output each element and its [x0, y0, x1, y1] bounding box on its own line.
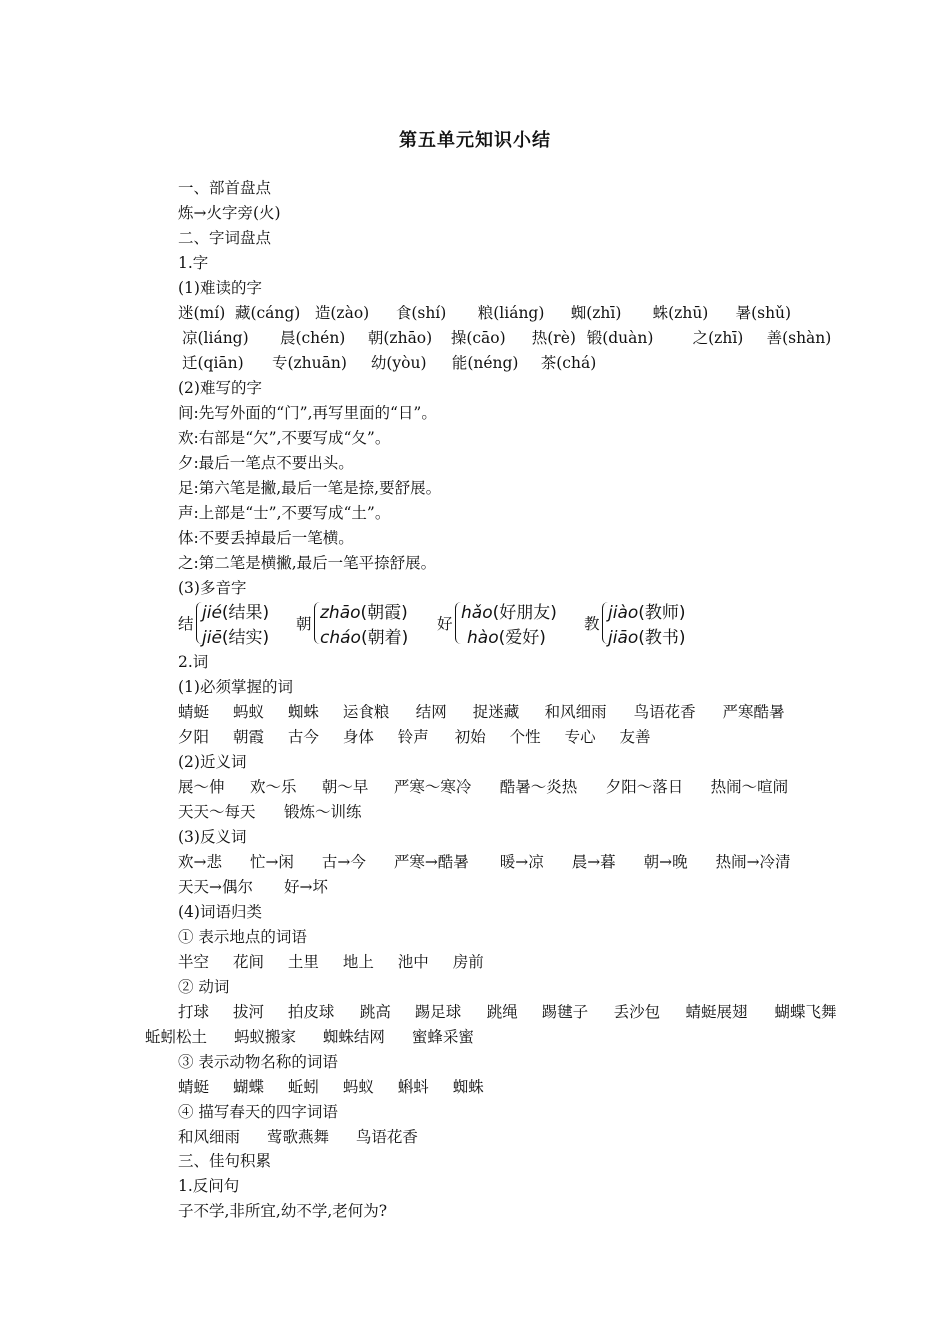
- word: 丢沙包: [613, 1003, 661, 1021]
- hard-write-line: 夕:最后一笔点不要出头。: [178, 454, 354, 472]
- animal-words-row: [178, 1077, 484, 1097]
- char-pinyin: 迷(mí): [178, 304, 226, 322]
- word-pair: 酷暑～炎热: [499, 778, 578, 796]
- char-pinyin: 锻(duàn): [586, 329, 654, 347]
- word: 蚯蚓: [287, 1078, 319, 1096]
- word: 初始: [454, 728, 486, 746]
- char-pinyin: 暑(shǔ): [735, 304, 792, 322]
- word: 蚂蚁: [342, 1078, 374, 1096]
- word: 身体: [342, 728, 374, 746]
- word-pair: 展～伸: [178, 778, 225, 796]
- word: 捉迷藏: [472, 703, 520, 721]
- antonyms-row: [178, 877, 328, 897]
- word: 拍皮球: [287, 1003, 335, 1021]
- word-pair: 朝～早: [321, 778, 369, 796]
- word: 友善: [619, 728, 651, 746]
- char-pinyin: 粮(liáng): [477, 304, 545, 322]
- characters-heading: 1.字: [178, 254, 209, 272]
- page-title: 第五单元知识小结: [399, 130, 551, 151]
- char-pinyin: 能(néng): [451, 354, 519, 372]
- word: 蜘蛛: [287, 703, 319, 721]
- section-1-heading: 一、部首盘点: [178, 179, 272, 197]
- words-heading: 2.词: [178, 653, 209, 671]
- reading-1: hǎo(好朋友): [461, 603, 557, 623]
- char-pinyin: 朝(zhāo): [367, 329, 433, 347]
- word-pair: 暖→凉: [499, 853, 544, 871]
- char-pinyin: 专(zhuān): [271, 354, 347, 372]
- word: 和风细雨: [178, 1128, 241, 1146]
- word: 蜻蜓: [178, 703, 210, 721]
- word-pair: 欢→悲: [178, 853, 222, 871]
- hard-write-line: 体:不要丢掉最后一笔横。: [178, 529, 354, 547]
- word: 莺歌燕舞: [266, 1128, 329, 1146]
- char-pinyin: 幼(yòu): [370, 354, 427, 372]
- word: 专心: [564, 728, 596, 746]
- reading-2: cháo(朝着): [320, 628, 409, 648]
- char-pinyin: 之(zhī): [692, 329, 744, 347]
- word: 蚯蚓松土: [145, 1028, 208, 1046]
- word: 跳高: [359, 1003, 391, 1021]
- word: 蚂蚁: [232, 703, 264, 721]
- hard-write-heading: (2)难写的字: [178, 379, 262, 397]
- rhetorical-heading: 1.反问句: [178, 1177, 240, 1195]
- must-words-row: [178, 727, 651, 747]
- reading-1: jié(结果): [202, 603, 270, 623]
- word: 运食粮: [342, 703, 390, 721]
- synonyms-row: [178, 777, 788, 797]
- word-pair: 天天→偶尔: [178, 878, 253, 896]
- word-pair: 严寒→酷暑: [393, 853, 469, 871]
- word: 花间: [232, 953, 264, 971]
- classification-heading: (4)词语归类: [178, 903, 262, 921]
- word: 结网: [415, 703, 447, 721]
- word: 打球: [178, 1003, 210, 1021]
- char-pinyin: 凉(liáng): [182, 329, 249, 347]
- word: 夕阳: [178, 728, 210, 746]
- char-pinyin: 藏(cáng): [234, 304, 301, 322]
- polyphone-char: 朝: [296, 615, 312, 633]
- word: 蝴蝶: [232, 1078, 264, 1096]
- word: 池中: [397, 953, 429, 971]
- word: 踢足球: [414, 1003, 462, 1021]
- spring-words-row: [178, 1127, 418, 1147]
- hard-write-line: 足:第六笔是撇,最后一笔是捺,要舒展。: [178, 479, 442, 497]
- word: 蝴蝶飞舞: [774, 1003, 837, 1021]
- synonyms-heading: (2)近义词: [178, 753, 247, 771]
- word: 蝌蚪: [397, 1078, 429, 1096]
- char-pinyin: 蜘(zhī): [570, 304, 622, 322]
- spring-words-heading: ④ 描写春天的四字词语: [178, 1103, 338, 1121]
- hard-write-line: 间:先写外面的“门”,再写里面的“日”。: [178, 404, 437, 422]
- char-pinyin: 食(shí): [395, 304, 447, 322]
- word-pair: 欢～乐: [249, 778, 297, 796]
- hard-read-row: [182, 353, 596, 373]
- word: 蜻蜓展翅: [685, 1003, 748, 1021]
- synonyms-row: [178, 802, 361, 822]
- reading-1: zhāo(朝霞): [320, 603, 408, 623]
- verbs-row: [178, 1002, 836, 1022]
- word: 鸟语花香: [355, 1128, 418, 1146]
- animal-words-heading: ③ 表示动物名称的词语: [178, 1053, 338, 1071]
- verbs-row: [145, 1027, 474, 1047]
- polyphone-char: 结: [178, 615, 194, 633]
- polyphone-char: 好: [437, 615, 453, 633]
- char-pinyin: 晨(chén): [279, 329, 346, 347]
- hard-read-heading: (1)难读的字: [178, 279, 262, 297]
- place-words-row: [178, 952, 484, 972]
- hard-read-row: [178, 303, 791, 323]
- char-pinyin: 操(cāo): [450, 329, 506, 347]
- word: 蚂蚁搬家: [233, 1028, 296, 1046]
- rhetorical-sentence: 子不学,非所宜,幼不学,老何为?: [178, 1202, 388, 1220]
- word: 铃声: [397, 728, 429, 746]
- word: 古今: [287, 728, 319, 746]
- word: 严寒酷暑: [722, 703, 785, 721]
- hard-write-line: 欢:右部是“欠”,不要写成“夂”。: [178, 429, 391, 447]
- antonyms-row: [178, 852, 791, 872]
- word: 半空: [178, 953, 210, 971]
- hard-write-line: 之:第二笔是横撇,最后一笔平捺舒展。: [178, 554, 437, 572]
- section-3-heading: 三、佳句积累: [178, 1152, 272, 1170]
- word: 踢毽子: [541, 1003, 589, 1021]
- hard-write-line: 声:上部是“士”,不要写成“土”。: [178, 504, 391, 522]
- verbs-heading: ② 动词: [178, 978, 230, 996]
- must-words-heading: (1)必须掌握的词: [178, 678, 293, 696]
- word-pair: 锻炼～训练: [283, 803, 362, 821]
- word: 蜘蛛结网: [322, 1028, 385, 1046]
- reading-2: jiāo(教书): [608, 628, 686, 648]
- word: 蜜蜂采蜜: [411, 1028, 474, 1046]
- word: 个性: [509, 728, 541, 746]
- char-pinyin: 迁(qiān): [182, 354, 244, 372]
- word-pair: 热闹～喧闹: [710, 778, 789, 796]
- polyphone-heading: (3)多音字: [178, 579, 247, 597]
- word: 朝霞: [232, 728, 264, 746]
- word-pair: 夕阳～落日: [605, 778, 684, 796]
- word-pair: 好→坏: [283, 878, 328, 896]
- word: 土里: [287, 953, 319, 971]
- reading-2: jiē(结实): [202, 628, 270, 648]
- word: 蜻蜓: [178, 1078, 210, 1096]
- word-pair: 忙→闲: [249, 853, 294, 871]
- word-pair: 严寒～寒冷: [393, 778, 472, 796]
- hard-read-row: [182, 328, 831, 348]
- word: 和风细雨: [544, 703, 607, 721]
- polyphone-char: 教: [584, 615, 600, 633]
- char-pinyin: 造(zào): [314, 304, 370, 322]
- place-words-heading: ① 表示地点的词语: [178, 928, 307, 946]
- antonyms-heading: (3)反义词: [178, 828, 247, 846]
- char-pinyin: 善(shàn): [766, 329, 832, 347]
- word: 地上: [342, 953, 374, 971]
- radical-line: 炼→火字旁(火): [178, 204, 281, 222]
- must-words-row: [178, 702, 785, 722]
- word-pair: 晨→暮: [571, 853, 616, 871]
- word: 跳绳: [486, 1003, 518, 1021]
- word-pair: 朝→晚: [643, 853, 688, 871]
- section-2-heading: 二、字词盘点: [178, 229, 272, 247]
- word-pair: 天天～每天: [178, 803, 256, 821]
- char-pinyin: 热(rè): [531, 329, 576, 347]
- word: 蜘蛛: [452, 1078, 484, 1096]
- char-pinyin: 蛛(zhū): [652, 304, 709, 322]
- word: 房前: [452, 953, 484, 971]
- word-pair: 古→今: [321, 853, 366, 871]
- word: 拔河: [232, 1003, 264, 1021]
- word-pair: 热闹→冷清: [715, 853, 791, 871]
- reading-2: hào(爱好): [467, 628, 546, 648]
- reading-1: jiào(教师): [608, 603, 686, 623]
- word: 鸟语花香: [633, 703, 696, 721]
- char-pinyin: 茶(chá): [540, 354, 597, 372]
